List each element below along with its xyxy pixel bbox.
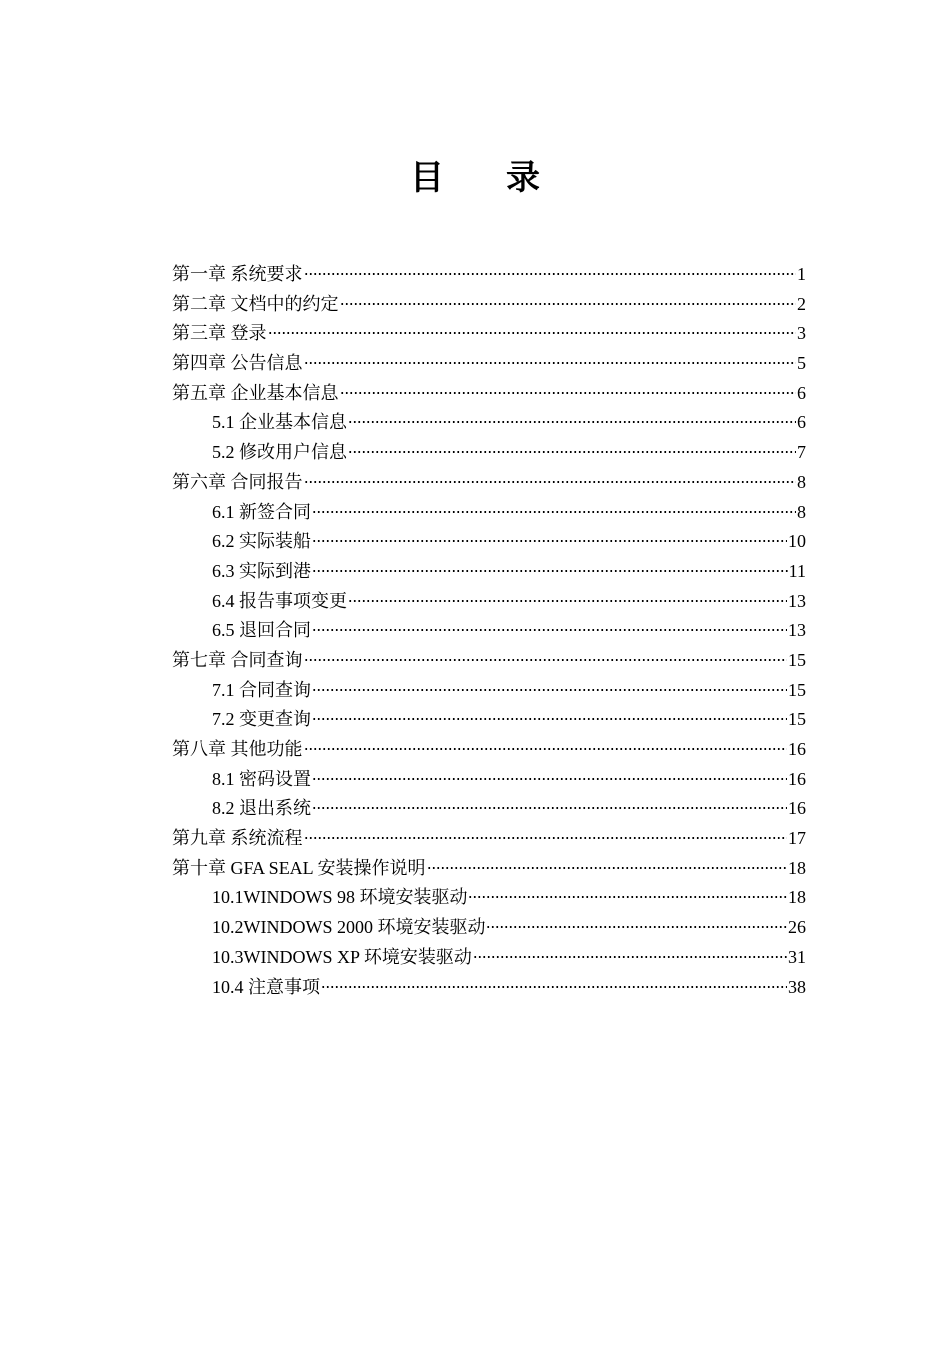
toc-entry-label: 5.1 企业基本信息 [212, 412, 347, 433]
toc-entry[interactable] [172, 616, 806, 646]
toc-entry[interactable] [172, 735, 806, 765]
toc-entry-page-number: 15 [788, 679, 806, 700]
toc-entry[interactable] [172, 824, 806, 854]
toc-entry-label: 第九章 系统流程 [172, 828, 303, 849]
toc-entry[interactable] [172, 854, 806, 884]
toc-entry-label: 10.4 注意事项 [212, 976, 320, 997]
toc-entry-page-number: 18 [788, 887, 806, 908]
toc-entry-page-number: 1 [797, 264, 806, 284]
toc-entry-page-number: 11 [788, 560, 806, 581]
dot-leader [348, 442, 796, 454]
toc-entry[interactable] [172, 379, 806, 409]
toc-entry-page-number: 8 [797, 471, 806, 492]
toc-entry-label: 10.1WINDOWS 98 环境安装驱动 [212, 887, 468, 908]
dot-leader [304, 353, 797, 365]
toc-entry[interactable] [172, 557, 806, 587]
toc-entry[interactable] [172, 646, 806, 676]
toc-entry-page-number: 13 [788, 590, 806, 611]
toc-entry-label: 第六章 合同报告 [172, 471, 303, 492]
dot-leader [312, 561, 788, 573]
toc-entry-page-number: 17 [788, 828, 806, 849]
toc-entry-page-number: 18 [788, 857, 806, 878]
dot-leader [268, 323, 797, 335]
toc-entry-label: 第八章 其他功能 [172, 739, 303, 759]
toc-entry-label: 6.2 实际装船 [212, 531, 311, 552]
toc-entry-page-number: 7 [797, 442, 806, 463]
toc-entry[interactable] [172, 587, 806, 617]
toc-entry-label: 8.1 密码设置 [212, 768, 311, 789]
toc-entry-label: 7.1 合同查询 [212, 679, 311, 700]
toc-entry-label: 第十章 GFA SEAL 安装操作说明 [172, 857, 426, 878]
toc-entry-label: 10.3WINDOWS XP 环境安装驱动 [212, 946, 472, 967]
dot-leader [321, 977, 787, 989]
toc-entry-page-number: 16 [788, 798, 806, 819]
toc-entry-page-number: 6 [797, 382, 806, 403]
toc-entry-page-number: 2 [797, 293, 806, 314]
toc-entry-label: 第二章 文档中的约定 [172, 293, 339, 314]
dot-leader [304, 472, 797, 484]
dot-leader [312, 798, 787, 810]
toc-entry-label: 第四章 公告信息 [172, 353, 303, 374]
toc-entry[interactable] [172, 468, 806, 498]
toc-entry-label: 6.3 实际到港 [212, 560, 311, 581]
toc-entry-page-number: 26 [788, 917, 806, 938]
toc-entry-page-number: 38 [788, 976, 806, 997]
toc-entry[interactable] [172, 676, 806, 706]
toc-entry-page-number: 8 [797, 501, 806, 522]
toc-entry[interactable] [172, 498, 806, 528]
toc-entry-page-number: 31 [788, 946, 806, 967]
toc-entry-label: 7.2 变更查询 [212, 709, 311, 730]
toc-entry-label: 6.4 报告事项变更 [212, 590, 347, 611]
dot-leader [468, 887, 787, 899]
toc-entry[interactable] [172, 408, 806, 438]
toc-entry-label: 第三章 登录 [172, 323, 267, 344]
toc-entry-label: 8.2 退出系统 [212, 798, 311, 819]
table-of-contents [172, 260, 806, 1002]
dot-leader [312, 680, 787, 692]
toc-entry-label: 6.1 新签合同 [212, 501, 311, 522]
toc-entry[interactable] [172, 527, 806, 557]
page-title [0, 150, 950, 199]
toc-entry-page-number: 15 [788, 709, 806, 730]
title-char-left: 目 [410, 158, 444, 198]
toc-entry[interactable] [172, 438, 806, 468]
toc-entry[interactable] [172, 794, 806, 824]
toc-entry[interactable] [172, 765, 806, 795]
toc-entry-page-number: 10 [788, 531, 806, 552]
toc-entry-page-number: 16 [788, 768, 806, 789]
toc-entry-label: 6.5 退回合同 [212, 620, 311, 641]
dot-leader [348, 412, 796, 424]
toc-entry-label: 第七章 合同查询 [172, 649, 303, 670]
dot-leader [312, 502, 796, 514]
dot-leader [312, 709, 787, 721]
dot-leader [427, 858, 787, 870]
dot-leader [312, 769, 787, 781]
dot-leader [486, 917, 787, 929]
dot-leader [340, 383, 797, 395]
toc-entry-label: 5.2 修改用户信息 [212, 442, 347, 463]
toc-entry[interactable] [172, 883, 806, 913]
toc-entry[interactable] [172, 349, 806, 379]
toc-entry-label: 10.2WINDOWS 2000 环境安装驱动 [212, 917, 486, 938]
dot-leader [312, 620, 787, 632]
dot-leader [304, 650, 788, 662]
toc-entry[interactable] [172, 973, 806, 1003]
toc-entry[interactable] [172, 913, 806, 943]
title-char-right: 录 [506, 158, 540, 198]
toc-entry[interactable] [172, 319, 806, 349]
toc-entry-page-number: 3 [797, 323, 806, 344]
dot-leader [304, 828, 788, 840]
toc-entry-label: 第一章 系统要求 [172, 264, 303, 284]
dot-leader [304, 264, 797, 276]
dot-leader [340, 294, 797, 306]
toc-entry-page-number: 6 [797, 412, 806, 433]
toc-entry[interactable] [172, 705, 806, 735]
toc-entry-page-number: 5 [797, 353, 806, 374]
dot-leader [473, 947, 787, 959]
toc-entry-page-number: 13 [788, 620, 806, 641]
toc-entry[interactable] [172, 290, 806, 320]
dot-leader [304, 739, 788, 751]
toc-entry-page-number: 15 [788, 649, 806, 670]
toc-entry-page-number: 16 [788, 739, 806, 759]
dot-leader [348, 591, 787, 603]
toc-entry-label: 第五章 企业基本信息 [172, 382, 339, 403]
toc-entry[interactable] [172, 943, 806, 973]
toc-entry[interactable] [172, 260, 806, 290]
dot-leader [312, 531, 787, 543]
